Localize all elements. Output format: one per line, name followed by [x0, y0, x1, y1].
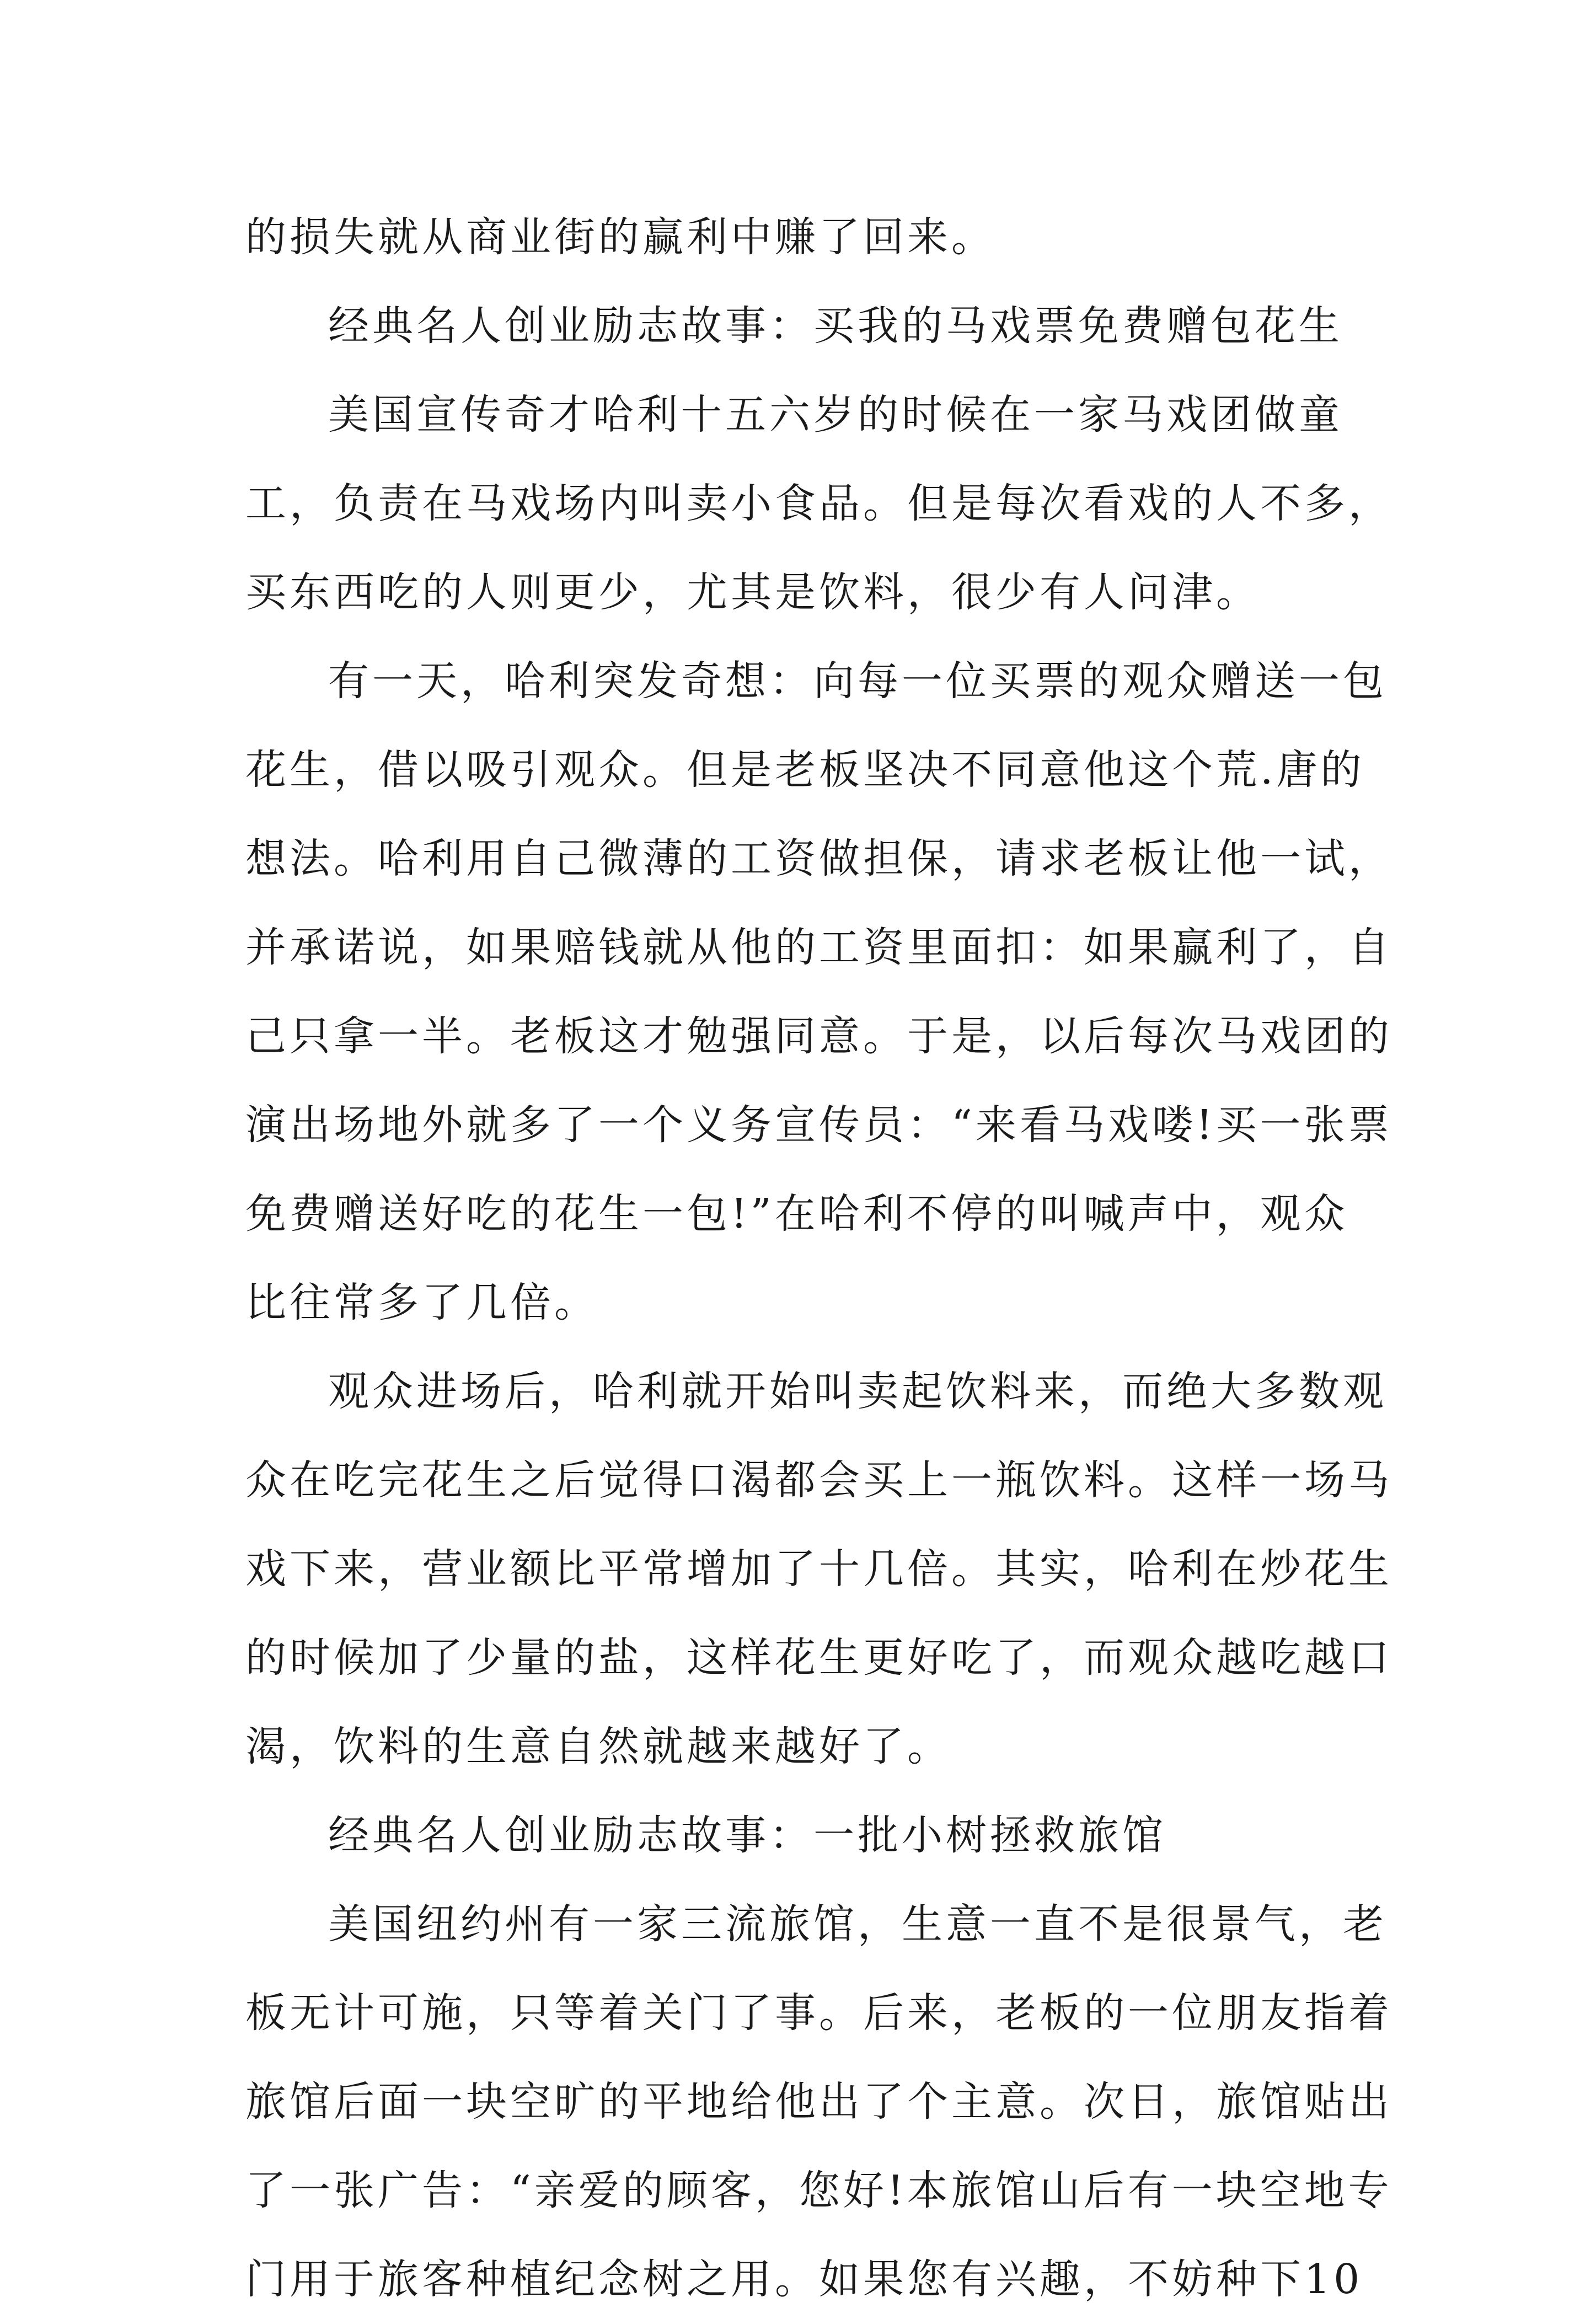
text-line: 免费赠送好吃的花生一包!”在哈利不停的叫喊声中，观众 [245, 1190, 1348, 1238]
text-line: 观众进场后，哈利就开始叫卖起饮料来，而绝大多数观 [328, 1368, 1387, 1415]
text-line: 美国纽约州有一家三流旅馆，生意一直不是很景气，老 [328, 1900, 1387, 1948]
text-line: 工，负责在马戏场内叫卖小食品。但是每次看戏的人不多， [245, 480, 1393, 527]
text-line: 美国宣传奇才哈利十五六岁的时候在一家马戏团做童 [328, 391, 1343, 438]
text-line: 了一张广告：“亲爱的顾客，您好!本旅馆山后有一块空地专 [245, 2167, 1393, 2214]
text-line: 的损失就从商业街的赢利中赚了回来。 [245, 213, 995, 261]
section-heading: 经典名人创业励志故事：一批小树拯救旅馆 [328, 1812, 1166, 1859]
text-line: 旅馆后面一块空旷的平地给他出了个主意。次日，旅馆贴出 [245, 2078, 1393, 2125]
text-line: 板无计可施，只等着关门了事。后来，老板的一位朋友指着 [245, 1989, 1393, 2037]
section-heading: 经典名人创业励志故事：买我的马戏票免费赠包花生 [328, 302, 1343, 350]
text-line: 门用于旅客种植纪念树之用。如果您有兴趣，不妨种下10 [245, 2256, 1363, 2303]
text-line: 渴，饮料的生意自然就越来越好了。 [245, 1723, 951, 1770]
text-line: 戏下来，营业额比平常增加了十几倍。其实，哈利在炒花生 [245, 1545, 1393, 1593]
text-line: 众在吃完花生之后觉得口渴都会买上一瓶饮料。这样一场马 [245, 1456, 1393, 1504]
text-line: 的时候加了少量的盐，这样花生更好吃了，而观众越吃越口 [245, 1634, 1393, 1682]
text-line: 买东西吃的人则更少，尤其是饮料，很少有人问津。 [245, 569, 1260, 616]
text-line: 己只拿一半。老板这才勉强同意。于是，以后每次马戏团的 [245, 1013, 1393, 1060]
text-line: 想法。哈利用自己微薄的工资做担保，请求老板让他一试， [245, 835, 1393, 882]
text-line: 花生，借以吸引观众。但是老板坚决不同意他这个荒.唐的 [245, 746, 1365, 794]
text-line: 演出场地外就多了一个义务宣传员：“来看马戏喽!买一张票 [245, 1101, 1393, 1149]
text-line: 比往常多了几倍。 [245, 1279, 598, 1326]
body-text [245, 193, 1393, 2324]
text-line: 并承诺说，如果赔钱就从他的工资里面扣：如果赢利了，自 [245, 924, 1393, 971]
text-line: 有一天，哈利突发奇想：向每一位买票的观众赠送一包 [328, 657, 1387, 705]
